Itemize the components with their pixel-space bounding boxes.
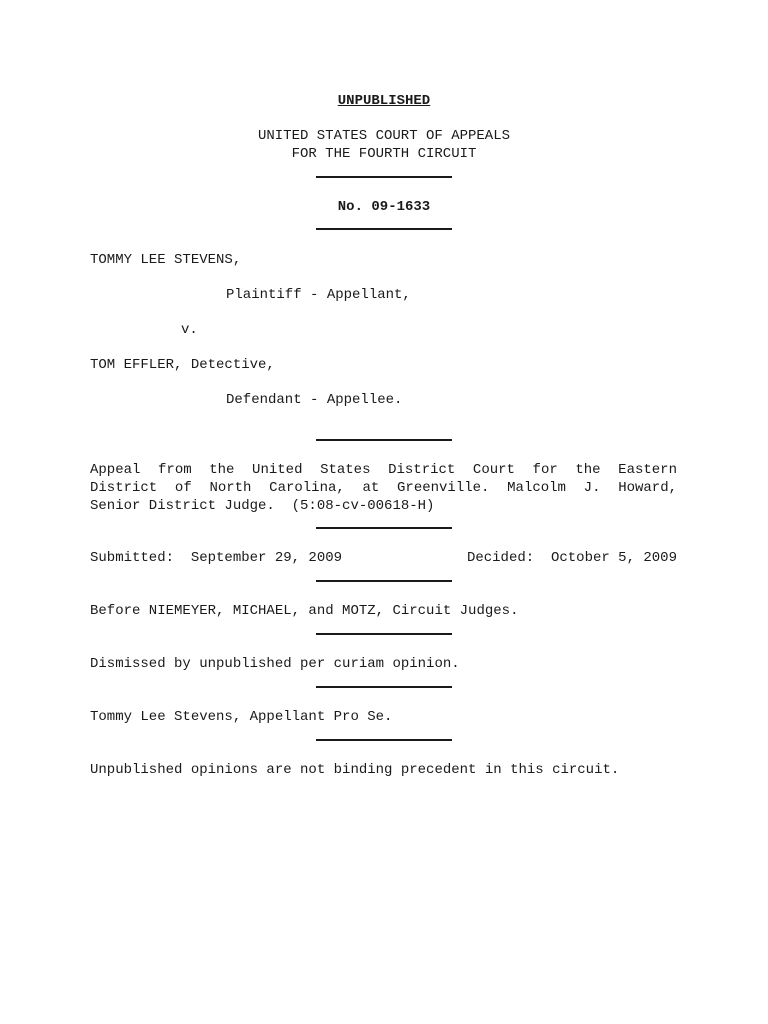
- disposition: Dismissed by unpublished per curiam opinion.: [90, 656, 460, 672]
- divider-rule: [316, 176, 452, 178]
- defendant-role: Defendant - Appellee.: [226, 392, 403, 408]
- dates-row: [90, 549, 677, 567]
- plaintiff-name: TOMMY LEE STEVENS,: [90, 252, 242, 268]
- divider-rule: [316, 686, 452, 688]
- appeal-line: Senior District Judge. (5:08-cv-00618-H): [90, 498, 435, 514]
- divider-rule: [316, 439, 452, 441]
- divider-rule: [316, 633, 452, 635]
- versus: v.: [181, 322, 198, 338]
- court-name-line1: UNITED STATES COURT OF APPEALS: [257, 128, 511, 144]
- panel-judges: Before NIEMEYER, MICHAEL, and MOTZ, Circuit Judges.: [90, 603, 519, 619]
- appeal-line: Appeal from the United States District Court for the Eastern: [90, 462, 677, 478]
- case-number: No. 09-1633: [337, 199, 431, 215]
- divider-rule: [316, 228, 452, 230]
- submitted-date: Submitted: September 29, 2009: [90, 550, 343, 566]
- plaintiff-role: Plaintiff - Appellant,: [226, 287, 411, 303]
- unpublished-heading: UNPUBLISHED: [337, 93, 431, 109]
- divider-rule: [316, 739, 452, 741]
- divider-rule: [316, 580, 452, 582]
- defendant-name: TOM EFFLER, Detective,: [90, 357, 275, 373]
- divider-rule: [316, 527, 452, 529]
- decided-date: Decided: October 5, 2009: [466, 550, 677, 566]
- court-name-line2: FOR THE FOURTH CIRCUIT: [291, 146, 477, 162]
- counsel: Tommy Lee Stevens, Appellant Pro Se.: [90, 709, 393, 725]
- appeal-paragraph: [90, 461, 677, 515]
- appeal-line: District of North Carolina, at Greenville. Malcolm J. Howard,: [90, 480, 677, 496]
- precedent-notice: Unpublished opinions are not binding precedent in this circuit.: [90, 762, 620, 778]
